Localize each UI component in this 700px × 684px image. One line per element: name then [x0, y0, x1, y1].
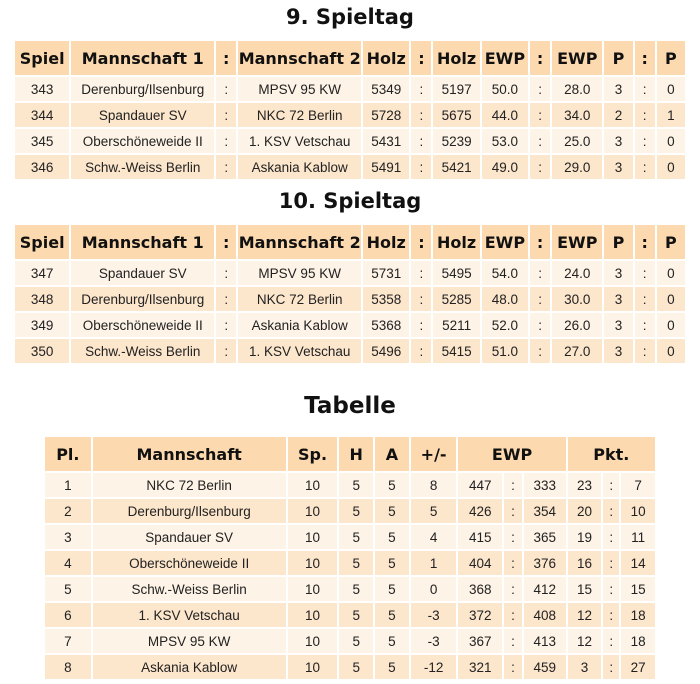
table-row [45, 603, 655, 627]
column-header: EWP [458, 437, 565, 471]
table-row [15, 339, 685, 363]
column-header: P [657, 225, 685, 259]
table-cell: 376 [524, 551, 566, 575]
table-cell: 5431 [363, 129, 409, 153]
table-cell: : [530, 287, 550, 311]
table-cell: 44.0 [482, 103, 528, 127]
table-cell: 5 [375, 473, 409, 497]
table-cell: 3 [604, 129, 632, 153]
table-cell: 5495 [433, 261, 479, 285]
table-cell: 0 [657, 129, 685, 153]
table-cell: 10 [288, 629, 338, 653]
table-cell: : [504, 655, 522, 679]
table-cell: : [530, 103, 550, 127]
table-cell: 6 [45, 603, 91, 627]
table-cell: 5 [375, 499, 409, 523]
table-cell: 354 [524, 499, 566, 523]
table-row [15, 103, 685, 127]
table-cell: Derenburg/Ilsenburg [93, 499, 286, 523]
table-cell: 18 [621, 629, 655, 653]
table-cell: MPSV 95 KW [238, 261, 361, 285]
table-cell: Askania Kablow [238, 155, 361, 179]
table-cell: 413 [524, 629, 566, 653]
table-cell: 5197 [433, 77, 479, 101]
column-header: Spiel [15, 41, 69, 75]
column-header: Holz [363, 41, 409, 75]
table-cell: 5496 [363, 339, 409, 363]
table-cell: : [216, 77, 236, 101]
table-cell: 30.0 [552, 287, 602, 311]
table-cell: : [635, 313, 655, 337]
column-header: : [635, 41, 655, 75]
table-cell: 0 [657, 261, 685, 285]
table-cell: 447 [458, 473, 502, 497]
table-cell: MPSV 95 KW [93, 629, 286, 653]
column-header: Holz [433, 41, 479, 75]
table-cell: : [216, 287, 236, 311]
table-cell: 3 [604, 313, 632, 337]
table-cell: Schw.-Weiss Berlin [93, 577, 286, 601]
table-cell: 5 [375, 629, 409, 653]
column-header: : [411, 225, 431, 259]
table-cell: 24.0 [552, 261, 602, 285]
table-cell: 347 [15, 261, 69, 285]
table-cell: 5 [339, 499, 373, 523]
table-cell: : [635, 287, 655, 311]
table-cell: 346 [15, 155, 69, 179]
table-cell: 5 [339, 629, 373, 653]
table-cell: 0 [411, 577, 457, 601]
table-cell: 28.0 [552, 77, 602, 101]
table-cell: 48.0 [482, 287, 528, 311]
table-cell: 0 [657, 155, 685, 179]
table-cell: Schw.-Weiss Berlin [71, 155, 214, 179]
table-header-row [45, 437, 655, 471]
table-cell: 5 [45, 577, 91, 601]
table-cell: : [504, 473, 522, 497]
table-cell: : [635, 339, 655, 363]
table-cell: 27 [621, 655, 655, 679]
table-cell: 5 [339, 473, 373, 497]
table-cell: : [411, 313, 431, 337]
table-cell: 18 [621, 603, 655, 627]
table-cell: Askania Kablow [238, 313, 361, 337]
table-cell: 349 [15, 313, 69, 337]
column-header: Mannschaft 1 [71, 225, 214, 259]
table-cell: 5 [375, 551, 409, 575]
table-cell: 3 [45, 525, 91, 549]
table-cell: 5349 [363, 77, 409, 101]
table-cell: : [411, 155, 431, 179]
column-header: : [530, 41, 550, 75]
table-cell: Oberschöneweide II [93, 551, 286, 575]
table-cell: : [603, 577, 619, 601]
table-cell: : [530, 313, 550, 337]
table-cell: : [504, 629, 522, 653]
table-cell: : [635, 261, 655, 285]
table-cell: : [530, 129, 550, 153]
table-cell: Spandauer SV [71, 103, 214, 127]
table-cell: 365 [524, 525, 566, 549]
column-header: Mannschaft 1 [71, 41, 214, 75]
table-cell: 412 [524, 577, 566, 601]
column-header: Spiel [15, 225, 69, 259]
table-cell: 53.0 [482, 129, 528, 153]
table-cell: 5491 [363, 155, 409, 179]
table-cell: 12 [568, 603, 602, 627]
table-cell: -3 [411, 629, 457, 653]
table-cell: 23 [568, 473, 602, 497]
table-cell: 0 [657, 287, 685, 311]
table-cell: 26.0 [552, 313, 602, 337]
table-cell: : [530, 261, 550, 285]
table-cell: 8 [45, 655, 91, 679]
table-cell: 3 [604, 77, 632, 101]
table-cell: 5239 [433, 129, 479, 153]
column-header: Mannschaft [93, 437, 286, 471]
table-cell: 29.0 [552, 155, 602, 179]
table-cell: 5285 [433, 287, 479, 311]
table-row [45, 551, 655, 575]
table-cell: 5358 [363, 287, 409, 311]
table-cell: 25.0 [552, 129, 602, 153]
table-cell: 15 [621, 577, 655, 601]
table-cell: 1 [411, 551, 457, 575]
table-cell: : [603, 655, 619, 679]
table-cell: 1 [657, 103, 685, 127]
table-cell: 52.0 [482, 313, 528, 337]
table-cell: : [530, 155, 550, 179]
table-cell: 10 [288, 551, 338, 575]
table-cell: 10 [288, 525, 338, 549]
table-cell: Oberschöneweide II [71, 313, 214, 337]
table-cell: 8 [411, 473, 457, 497]
table-cell: Oberschöneweide II [71, 129, 214, 153]
table-cell: 2 [45, 499, 91, 523]
table-cell: 10 [288, 499, 338, 523]
table-cell: 5675 [433, 103, 479, 127]
table-cell: 10 [288, 577, 338, 601]
table-cell: 372 [458, 603, 502, 627]
table-row [15, 261, 685, 285]
table-cell: 27.0 [552, 339, 602, 363]
table-cell: 404 [458, 551, 502, 575]
table-cell: : [504, 499, 522, 523]
column-header: H [339, 437, 373, 471]
table-cell: : [216, 129, 236, 153]
table-cell: 1. KSV Vetschau [93, 603, 286, 627]
table-row [15, 155, 685, 179]
table-cell: : [216, 103, 236, 127]
spieltag-9-title: 9. Spieltag [286, 5, 414, 29]
table-cell: : [216, 261, 236, 285]
table-cell: 415 [458, 525, 502, 549]
column-header: EWP [482, 225, 528, 259]
table-cell: 5 [411, 499, 457, 523]
table-cell: Derenburg/Ilsenburg [71, 287, 214, 311]
table-row [15, 77, 685, 101]
table-cell: 10 [288, 603, 338, 627]
table-cell: -12 [411, 655, 457, 679]
table-cell: 344 [15, 103, 69, 127]
table-cell: : [411, 287, 431, 311]
column-header: EWP [482, 41, 528, 75]
table-header-row [15, 225, 685, 259]
table-cell: : [411, 103, 431, 127]
table-cell: : [603, 551, 619, 575]
column-header: : [216, 225, 236, 259]
tabelle-table [43, 435, 657, 681]
table-cell: : [603, 473, 619, 497]
table-cell: 0 [657, 77, 685, 101]
table-cell: 5731 [363, 261, 409, 285]
table-header-row [15, 41, 685, 75]
table-cell: : [504, 551, 522, 575]
table-cell: 2 [604, 103, 632, 127]
column-header: Mannschaft 2 [238, 41, 361, 75]
table-cell: 16 [568, 551, 602, 575]
table-cell: 0 [657, 339, 685, 363]
table-cell: Spandauer SV [93, 525, 286, 549]
table-cell: 3 [604, 261, 632, 285]
column-header: Pkt. [568, 437, 655, 471]
table-row [15, 287, 685, 311]
table-cell: : [603, 603, 619, 627]
table-cell: 343 [15, 77, 69, 101]
table-cell: : [216, 155, 236, 179]
table-cell: 5 [375, 655, 409, 679]
table-cell: 50.0 [482, 77, 528, 101]
table-row [45, 577, 655, 601]
table-cell: 19 [568, 525, 602, 549]
table-cell: 10 [621, 499, 655, 523]
table-row [45, 525, 655, 549]
table-cell: 5 [339, 551, 373, 575]
table-cell: 7 [621, 473, 655, 497]
table-cell: 5 [339, 525, 373, 549]
table-cell: 5368 [363, 313, 409, 337]
table-row [45, 499, 655, 523]
table-cell: : [635, 77, 655, 101]
table-cell: : [635, 155, 655, 179]
table-cell: 368 [458, 577, 502, 601]
table-cell: 49.0 [482, 155, 528, 179]
column-header: Holz [433, 225, 479, 259]
table-cell: : [411, 129, 431, 153]
table-cell: Spandauer SV [71, 261, 214, 285]
table-cell: 3 [604, 287, 632, 311]
column-header: Pl. [45, 437, 91, 471]
table-cell: 367 [458, 629, 502, 653]
table-cell: 350 [15, 339, 69, 363]
table-cell: 11 [621, 525, 655, 549]
table-cell: : [504, 603, 522, 627]
spieltag-10-table [13, 223, 687, 365]
table-cell: 12 [568, 629, 602, 653]
column-header: : [216, 41, 236, 75]
table-cell: 10 [288, 473, 338, 497]
table-cell: 5 [339, 603, 373, 627]
table-cell: : [635, 129, 655, 153]
spieltag-9-table [13, 39, 687, 181]
table-cell: 5 [375, 577, 409, 601]
table-cell: : [216, 313, 236, 337]
table-cell: 3 [568, 655, 602, 679]
table-row [45, 655, 655, 679]
table-cell: 345 [15, 129, 69, 153]
table-cell: : [603, 499, 619, 523]
table-cell: 5211 [433, 313, 479, 337]
table-cell: 1. KSV Vetschau [238, 129, 361, 153]
table-cell: 426 [458, 499, 502, 523]
table-cell: 0 [657, 313, 685, 337]
table-cell: -3 [411, 603, 457, 627]
table-row [45, 473, 655, 497]
table-cell: 333 [524, 473, 566, 497]
table-cell: 5728 [363, 103, 409, 127]
column-header: EWP [552, 225, 602, 259]
column-header: P [604, 225, 632, 259]
table-cell: 5 [375, 525, 409, 549]
table-cell: 408 [524, 603, 566, 627]
table-cell: 14 [621, 551, 655, 575]
table-cell: 1 [45, 473, 91, 497]
table-cell: : [603, 525, 619, 549]
table-cell: 7 [45, 629, 91, 653]
table-cell: 5 [339, 577, 373, 601]
table-cell: NKC 72 Berlin [238, 103, 361, 127]
table-cell: MPSV 95 KW [238, 77, 361, 101]
table-cell: 4 [411, 525, 457, 549]
column-header: P [657, 41, 685, 75]
table-cell: 5415 [433, 339, 479, 363]
column-header: EWP [552, 41, 602, 75]
table-cell: Askania Kablow [93, 655, 286, 679]
table-row [15, 129, 685, 153]
table-cell: NKC 72 Berlin [93, 473, 286, 497]
table-cell: 15 [568, 577, 602, 601]
table-cell: 5 [375, 603, 409, 627]
table-cell: 459 [524, 655, 566, 679]
column-header: A [375, 437, 409, 471]
table-cell: : [504, 525, 522, 549]
column-header: Mannschaft 2 [238, 225, 361, 259]
table-cell: : [216, 339, 236, 363]
table-cell: 3 [604, 155, 632, 179]
table-cell: : [530, 77, 550, 101]
tabelle-title: Tabelle [304, 393, 396, 419]
column-header: P [604, 41, 632, 75]
column-header: : [411, 41, 431, 75]
table-cell: : [411, 261, 431, 285]
table-cell: 4 [45, 551, 91, 575]
column-header: Holz [363, 225, 409, 259]
table-cell: : [530, 339, 550, 363]
table-row [15, 313, 685, 337]
table-cell: 5 [339, 655, 373, 679]
table-cell: : [504, 577, 522, 601]
column-header: +/- [411, 437, 457, 471]
table-cell: NKC 72 Berlin [238, 287, 361, 311]
table-cell: 10 [288, 655, 338, 679]
table-cell: : [411, 77, 431, 101]
table-cell: 51.0 [482, 339, 528, 363]
table-cell: Derenburg/Ilsenburg [71, 77, 214, 101]
table-cell: 348 [15, 287, 69, 311]
table-cell: 3 [604, 339, 632, 363]
column-header: Sp. [288, 437, 338, 471]
table-cell: : [635, 103, 655, 127]
column-header: : [635, 225, 655, 259]
table-cell: 54.0 [482, 261, 528, 285]
spieltag-10-title: 10. Spieltag [278, 189, 422, 213]
table-cell: 1. KSV Vetschau [238, 339, 361, 363]
table-cell: 5421 [433, 155, 479, 179]
table-cell: 20 [568, 499, 602, 523]
table-cell: : [603, 629, 619, 653]
table-cell: 34.0 [552, 103, 602, 127]
table-cell: : [411, 339, 431, 363]
table-cell: Schw.-Weiss Berlin [71, 339, 214, 363]
table-row [45, 629, 655, 653]
column-header: : [530, 225, 550, 259]
table-cell: 321 [458, 655, 502, 679]
